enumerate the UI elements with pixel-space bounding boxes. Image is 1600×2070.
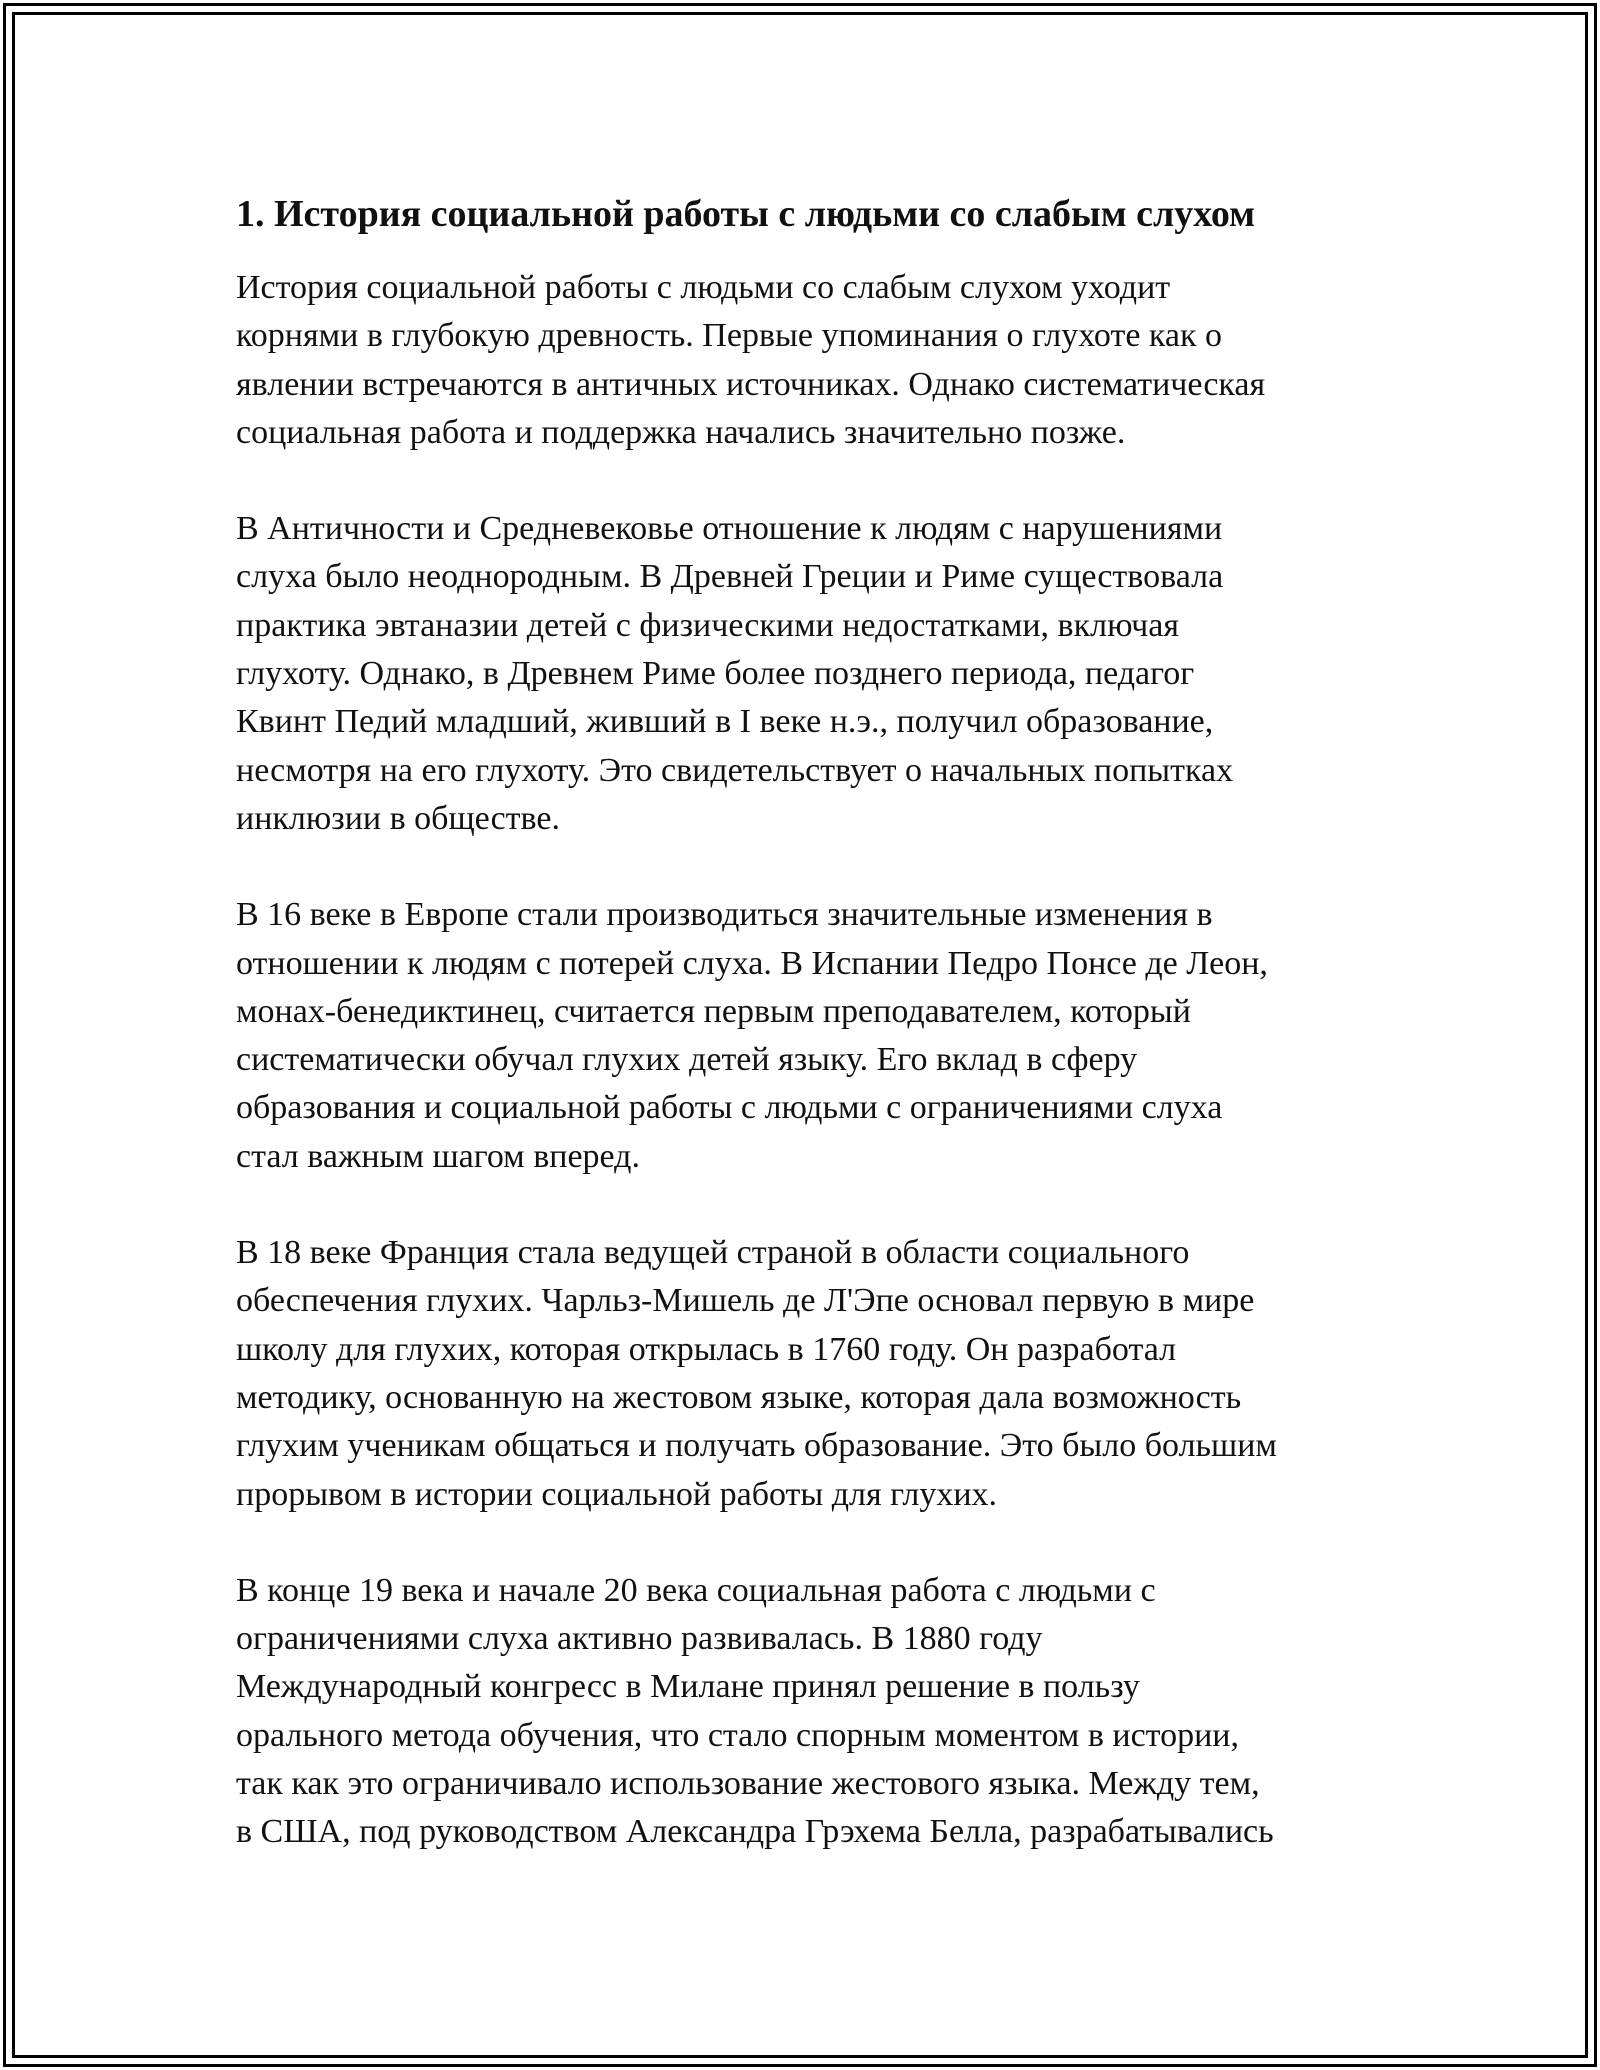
paragraph-1: [236, 264, 1406, 457]
paragraph-5: [236, 1567, 1406, 1857]
paragraph-line: инклюзии в обществе.: [236, 799, 560, 837]
paragraph-line: обеспечения глухих. Чарльз-Мишель де Л'Эпе основал первую в мире: [236, 1282, 1255, 1320]
paragraph-line: методику, основанную на жестовом языке, которая дала возможность: [236, 1378, 1242, 1416]
paragraph-4: [236, 1229, 1406, 1519]
paragraph-line: отношении к людям с потерей слуха. В Испании Педро Понсе де Леон,: [236, 944, 1268, 982]
paragraph-line: стал важным шагом вперед.: [236, 1137, 640, 1175]
paragraph-line: в США, под руководством Александра Грэхема Белла, разрабатывались: [236, 1813, 1274, 1851]
paragraph-3: [236, 891, 1406, 1181]
paragraph-line: глухоту. Однако, в Древнем Риме более позднего периода, педагог: [236, 655, 1195, 693]
paragraph-line: орального метода обучения, что стало спорным моментом в истории,: [236, 1716, 1239, 1754]
paragraph-line: корнями в глубокую древность. Первые упоминания о глухоте как о: [236, 317, 1223, 355]
paragraph-2: [236, 505, 1406, 843]
paragraph-line: явлении встречаются в античных источниках. Однако систематическая: [236, 365, 1266, 403]
paragraph-line: образования и социальной работы с людьми с ограничениями слуха: [236, 1089, 1223, 1127]
paragraph-line: Международный конгресс в Милане принял решение в пользу: [236, 1668, 1140, 1706]
section-heading: 1. История социальной работы с людьми со слабым слухом: [236, 193, 1255, 235]
paragraph-line: слуха было неоднородным. В Древней Греции и Риме существовала: [236, 558, 1224, 596]
paragraph-line: монах-бенедиктинец, считается первым преподавателем, который: [236, 992, 1191, 1030]
paragraph-line: В 18 веке Франция стала ведущей страной в области социального: [236, 1234, 1190, 1272]
paragraph-line: ограничениями слуха активно развивалась. В 1880 году: [236, 1620, 1043, 1658]
paragraph-line: прорывом в истории социальной работы для глухих.: [236, 1475, 998, 1513]
paragraph-line: В конце 19 века и начале 20 века социальная работа с людьми с: [236, 1571, 1156, 1609]
paragraph-line: В 16 веке в Европе стали производиться значительные изменения в: [236, 896, 1213, 934]
paragraph-line: социальная работа и поддержка начались значительно позже.: [236, 413, 1126, 451]
paragraph-line: Квинт Педий младший, живший в I веке н.э., получил образование,: [236, 703, 1214, 741]
paragraph-line: так как это ограничивало использование жестового языка. Между тем,: [236, 1765, 1260, 1803]
paragraph-line: практика эвтаназии детей с физическими недостатками, включая: [236, 606, 1180, 644]
paragraph-line: систематически обучал глухих детей языку. Его вклад в сферу: [236, 1041, 1138, 1079]
document-body: [236, 186, 1406, 1905]
paragraph-line: В Античности и Средневековье отношение к людям с нарушениями: [236, 510, 1223, 548]
paragraph-line: глухим ученикам общаться и получать образование. Это было большим: [236, 1427, 1277, 1465]
paragraph-line: История социальной работы с людьми со слабым слухом уходит: [236, 269, 1171, 306]
paragraph-line: несмотря на его глухоту. Это свидетельствует о начальных попытках: [236, 751, 1234, 789]
paragraph-line: школу для глухих, которая открылась в 1760 году. Он разработал: [236, 1330, 1177, 1368]
